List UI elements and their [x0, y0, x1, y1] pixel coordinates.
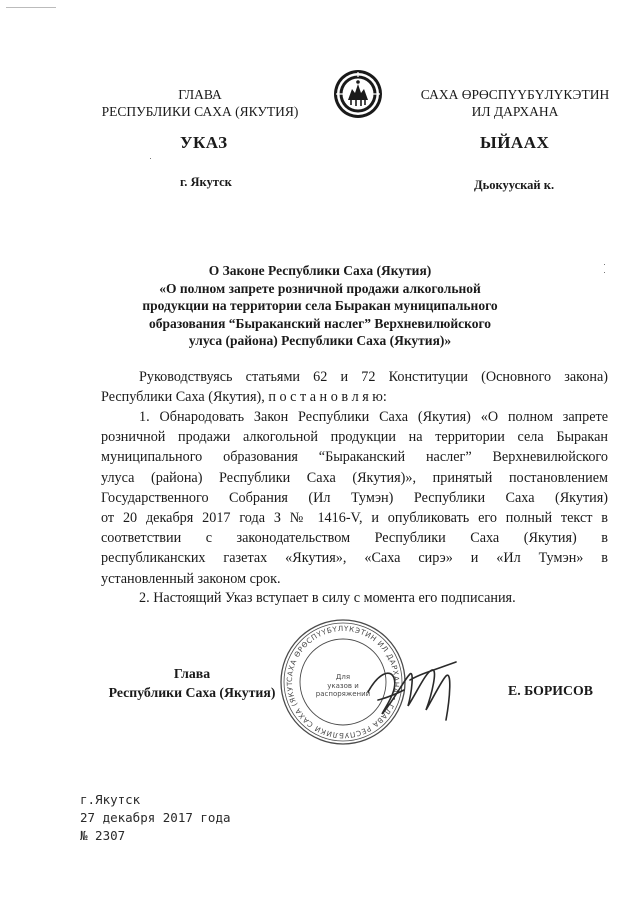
- header-left-line2: РЕСПУБЛИКИ САХА (ЯКУТИЯ): [101, 104, 299, 119]
- title-line: «О полном запрете розничной продажи алкогольной: [159, 280, 481, 296]
- signature-scribble-icon: [360, 640, 470, 730]
- scan-speck: [150, 158, 151, 159]
- title-line: образования “Быраканский наслег” Верхневилюйского: [148, 315, 492, 331]
- item-line: 2. Настоящий Указ вступает в силу с момента его подписания.: [139, 590, 516, 606]
- stamp-ring-text: САХА ӨРӨСПҮҮБҮЛҮКЭТИН ИЛ ДАРХАНА • ГЛАВА РЕСПУБЛИКИ САХА (ЯКУТ: [284, 623, 402, 741]
- item-line: муниципального образования “Быраканский наслег” Верхневилюйского: [101, 449, 608, 466]
- title-line: улуса (района) Республики Саха (Якутия)»: [188, 333, 452, 348]
- stamp-center-line: Для: [335, 673, 351, 681]
- yakutia-emblem-icon: [332, 68, 384, 120]
- registration-date: 27 декабря 2017 года: [80, 810, 231, 825]
- item-line: установленный законом срок.: [101, 570, 281, 587]
- signatory-position: [96, 664, 288, 702]
- item-line: республиканских газетах «Якутия», «Саха сирэ» и «Ил Тумэн» в: [101, 550, 608, 567]
- signatory-position-line1: Глава: [173, 666, 211, 681]
- registration-city: г.Якутск: [80, 792, 141, 807]
- item-line: розничной продажи алкогольной продукции на территории села Быракан: [101, 429, 608, 446]
- item-line: улуса (района) Республики Саха (Якутия)», принятый постановлением: [101, 469, 608, 486]
- preamble-line: Руководствуясь статьями 62 и 72 Конституции (Основного закона): [139, 369, 608, 385]
- doc-type-left: УКАЗ: [180, 133, 228, 152]
- header-left-line1: ГЛАВА: [178, 87, 222, 102]
- header-right-title: [395, 86, 635, 120]
- emblem: [332, 68, 384, 120]
- city-left: г. Якутск: [180, 175, 232, 189]
- handwritten-signature: [360, 640, 470, 730]
- preamble-line: Республики Саха (Якутия), п о с т а н о в л я ю:: [101, 389, 387, 406]
- header-left-title: [80, 86, 320, 120]
- city-right: Дьокуускай к.: [474, 178, 555, 192]
- signatory-name: Е. БОРИСОВ: [508, 683, 593, 698]
- scan-speck: [604, 264, 605, 265]
- preamble: [101, 367, 608, 407]
- signatory-position-line2: Республики Саха (Якутия): [108, 685, 276, 700]
- item-line: соответствии с законодательством Республики Саха (Якутия) в: [101, 530, 608, 547]
- scan-artifact-line: [6, 7, 56, 8]
- decree-title: [80, 262, 560, 350]
- header-right-line2: ИЛ ДАРХАНА: [471, 104, 559, 119]
- item-line: от 20 декабря 2017 года З № 1416-V, и опубликовать его полный текст в: [101, 510, 608, 527]
- title-line: О Законе Республики Саха (Якутия): [208, 263, 432, 278]
- item-line: Государственного Собрания (Ил Тумэн) Республики Саха (Якутия): [101, 489, 608, 506]
- title-line: продукции на территории села Быракан муниципального: [142, 298, 498, 313]
- stamp-center-line: указов и: [327, 681, 359, 690]
- item-line: 1. Обнародовать Закон Республики Саха (Якутия) «О полном запрете: [139, 409, 608, 425]
- decree-item-1: [101, 407, 608, 589]
- registration-number: № 2307: [80, 828, 126, 843]
- stamp-center-line: распоряжений: [315, 690, 371, 698]
- registration-block: [80, 791, 231, 845]
- scan-speck: [604, 272, 605, 273]
- decree-item-2: [139, 588, 516, 608]
- doc-type-right: ЫЙААХ: [480, 133, 550, 152]
- header-right-line1: САХА ӨРӨСПҮҮБҮЛҮКЭТИН: [420, 87, 610, 102]
